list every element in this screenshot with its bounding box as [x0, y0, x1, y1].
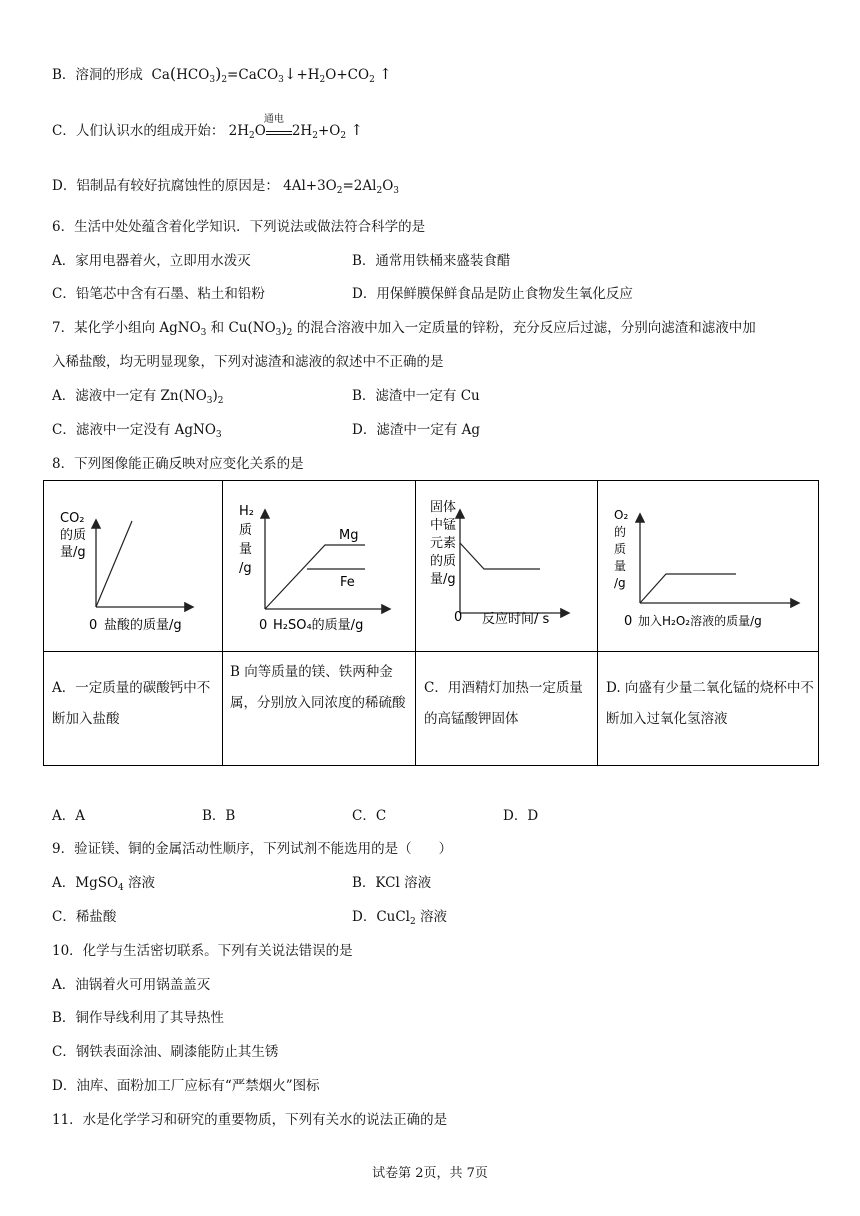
graph-b-y3: 量 — [239, 542, 253, 557]
graph-c-xlabel: 反应时间/ s — [482, 612, 550, 627]
graph-b-xlabel: H₂SO₄的质量/g — [273, 618, 364, 633]
q6-option-d: D．用保鲜膜保鲜食品是防止食物发生氧化反应 — [352, 286, 633, 302]
graph-a-origin: 0 — [89, 618, 98, 633]
graph-d-y3: 质 — [614, 542, 627, 556]
graph-c-y5: 量/g — [430, 572, 456, 587]
graph-b-fe-label: Fe — [340, 575, 355, 590]
q10-option-d: D．油库、面粉加工厂应标有“严禁烟火”图标 — [52, 1078, 320, 1094]
q6-option-a: A．家用电器着火，立即用水泼灭 — [52, 253, 251, 269]
q11-stem: 11．水是化学学习和研究的重要物质，下列有关水的说法正确的是 — [52, 1112, 448, 1128]
q5-option-c: C．人们认识水的组成开始： $2H_2O$ 通电 $2H_2+O_2$ ↑ — [52, 120, 363, 146]
graph-b-y4: /g — [239, 561, 252, 576]
q9-option-b: B．KCl 溶液 — [352, 875, 432, 891]
page-footer: 试卷第 2页，共 7页 — [372, 1166, 488, 1181]
q8-caption-a: A．一定质量的碳酸钙中不断加入盐酸 — [52, 680, 211, 727]
q10-option-a: A．油锅着火可用锅盖盖灭 — [52, 977, 211, 993]
reaction-condition: 通电 — [263, 114, 284, 125]
q8-graph-table — [43, 480, 819, 766]
graph-c — [416, 481, 597, 651]
q6-option-b: B．通常用铁桶来盛装食醋 — [352, 253, 511, 269]
q9-option-a: A．MgSO$_4$ 溶液 — [52, 875, 156, 893]
graph-a-y2: 的质 — [60, 528, 87, 543]
q7-option-d: D．滤渣中一定有 Ag — [352, 422, 481, 438]
q9-stem: 9．验证镁、铜的金属活动性顺序，下列试剂不能选用的是（ ） — [52, 841, 453, 857]
q8-caption-d: D. 向盛有少量二氧化锰的烧杯中不断加入过氧化氢溶液 — [606, 680, 814, 727]
graph-a-xlabel: 盐酸的质量/g — [104, 618, 182, 633]
graph-c-y1: 固体 — [430, 500, 457, 515]
q8-caption-b: B 向等质量的镁、铁两种金属，分别放入同浓度的稀硫酸 — [230, 664, 406, 711]
graph-b — [223, 481, 415, 651]
q7-stem-line1: 7．某化学小组向 AgNO$_3$ 和 $Cu(NO_3)_2$ 的混合溶液中加入一定质量的锌粉，充分反应后过滤，分别向滤渣和滤液中加 — [52, 320, 756, 338]
q9-option-c: C．稀盐酸 — [52, 909, 117, 925]
graph-c-y3: 元素 — [430, 536, 457, 551]
graph-d-origin: 0 — [624, 614, 633, 629]
q10-option-c: C．钢铁表面涂油、刷漆能防止其生锈 — [52, 1044, 279, 1060]
graph-a — [44, 481, 222, 651]
graph-d — [598, 481, 817, 651]
q5-option-d: D．铝制品有较好抗腐蚀性的原因是： $4Al+3O_2=2Al_2O_3$ — [52, 178, 399, 196]
q8-stem: 8．下列图像能正确反映对应变化关系的是 — [52, 456, 304, 472]
graph-b-mg-label: Mg — [339, 528, 359, 543]
q8-caption-c: C．用酒精灯加热一定质量的高锰酸钾固体 — [424, 680, 583, 727]
graph-c-y2: 中锰 — [430, 518, 457, 533]
graph-b-y2: 质 — [239, 523, 253, 538]
q8-option-c: C．C — [352, 808, 387, 824]
graph-d-line — [640, 574, 736, 603]
graph-a-y1: CO₂ — [60, 511, 85, 526]
q6-option-c: C．铅笔芯中含有石墨、粘土和铅粉 — [52, 286, 265, 302]
graph-d-y5: /g — [614, 576, 626, 590]
q6-stem: 6．生活中处处蕴含着化学知识．下列说法或做法符合科学的是 — [52, 219, 426, 235]
graph-d-y2: 的 — [614, 525, 627, 539]
graph-a-y3: 量/g — [60, 545, 86, 560]
graph-b-origin: 0 — [259, 618, 268, 633]
q9-option-d: D．CuCl$_2$ 溶液 — [352, 909, 448, 927]
graph-c-line — [460, 543, 540, 569]
graph-a-line — [96, 521, 132, 607]
q8-option-a: A．A — [52, 808, 85, 824]
q10-option-b: B．铜作导线利用了其导热性 — [52, 1010, 224, 1026]
graph-c-y4: 的质 — [430, 554, 457, 569]
q8-option-b: B．B — [202, 808, 236, 824]
q7-stem-line2: 入稀盐酸，均无明显现象，下列对滤渣和滤液的叙述中不正确的是 — [52, 354, 444, 370]
q10-stem: 10．化学与生活密切联系。下列有关说法错误的是 — [52, 943, 353, 959]
graph-b-y1: H₂ — [239, 504, 254, 519]
q7-option-b: B．滤渣中一定有 Cu — [352, 388, 480, 404]
q7-option-c: C．滤液中一定没有 AgNO$_3$ — [52, 422, 222, 440]
graph-c-origin: 0 — [454, 610, 463, 625]
q8-option-d: D．D — [503, 808, 539, 824]
graph-d-y1: O₂ — [614, 508, 629, 522]
q5-option-b: B．溶洞的形成 $Ca(HCO_3)_2=CaCO_3↓+H_2O+CO_2$ ↑ — [52, 64, 392, 85]
q7-option-a: A．滤液中一定有 $Zn(NO_3)_2$ — [52, 388, 224, 406]
graph-d-xlabel: 加入H₂O₂溶液的质量/g — [638, 614, 762, 628]
graph-d-y4: 量 — [614, 559, 627, 573]
